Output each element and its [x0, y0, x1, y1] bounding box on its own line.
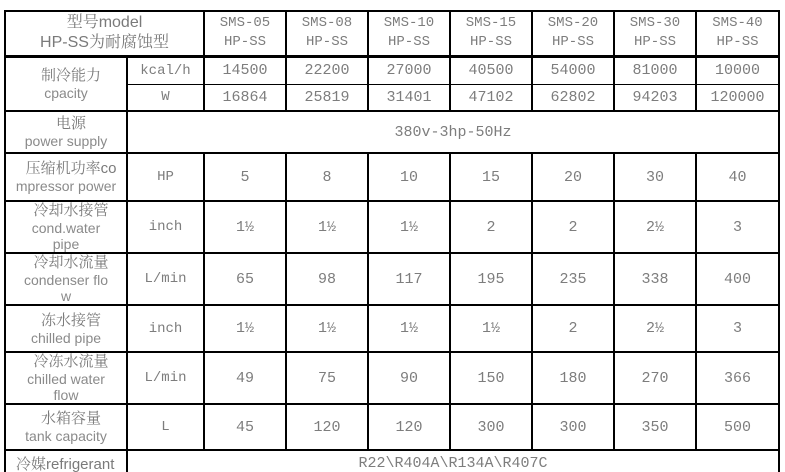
spec-value-cell: 400 — [696, 253, 779, 305]
row-label-power-supply: 电源 power supply — [5, 111, 127, 153]
spec-value-cell: 10000 — [696, 56, 779, 84]
spec-value-cell: 40500 — [450, 56, 532, 84]
spec-value-cell: 47102 — [450, 84, 532, 111]
unit-cell-lmin: L/min — [127, 253, 204, 305]
spec-value-cell: 15 — [450, 153, 532, 201]
spec-value-cell: 2 — [532, 305, 614, 352]
column-header-sms-08: SMS-08 HP-SS — [286, 11, 368, 56]
model-subtitle: HP-SS为耐腐蚀型 — [40, 34, 169, 52]
spec-value-cell: 1½ — [368, 201, 450, 253]
cond-water-pipe-row — [5, 201, 779, 253]
spec-value-cell: 1½ — [450, 305, 532, 352]
row-label-cond-water-pipe: 冷却水接管 cond.water pipe — [5, 201, 127, 253]
row-label-chilled-pipe: 冻水接管 chilled pipe — [5, 305, 127, 352]
column-header-sms-15: SMS-15 HP-SS — [450, 11, 532, 56]
refrigerant-value: R22\R404A\R134A\R407C — [127, 450, 779, 472]
power-supply-row — [5, 111, 779, 153]
spec-value-cell: 235 — [532, 253, 614, 305]
spec-value-cell: 94203 — [614, 84, 696, 111]
chilled-flow-row — [5, 352, 779, 404]
spec-value-cell: 300 — [532, 404, 614, 450]
spec-value-cell: 49 — [204, 352, 286, 404]
column-header-sms-20: SMS-20 HP-SS — [532, 11, 614, 56]
spec-value-cell: 1½ — [368, 305, 450, 352]
unit-cell-lmin: L/min — [127, 352, 204, 404]
chiller-spec-table — [4, 10, 780, 472]
spec-value-cell: 10 — [368, 153, 450, 201]
spec-value-cell: 120 — [286, 404, 368, 450]
unit-cell-hp: HP — [127, 153, 204, 201]
spec-value-cell: 500 — [696, 404, 779, 450]
chilled-pipe-row — [5, 305, 779, 352]
spec-value-cell: 117 — [368, 253, 450, 305]
spec-value-cell: 90 — [368, 352, 450, 404]
unit-cell-watt: W — [127, 84, 204, 111]
spec-value-cell: 25819 — [286, 84, 368, 111]
spec-value-cell: 1½ — [204, 201, 286, 253]
spec-value-cell: 1½ — [286, 201, 368, 253]
spec-value-cell: 22200 — [286, 56, 368, 84]
row-label-chilled-flow: 冷冻水流量 chilled water flow — [5, 352, 127, 404]
spec-value-cell: 3 — [696, 201, 779, 253]
spec-value-cell: 16864 — [204, 84, 286, 111]
spec-value-cell: 98 — [286, 253, 368, 305]
spec-value-cell: 62802 — [532, 84, 614, 111]
spec-value-cell: 75 — [286, 352, 368, 404]
spec-value-cell: 5 — [204, 153, 286, 201]
unit-cell-kcal: kcal/h — [127, 56, 204, 84]
spec-value-cell: 2½ — [614, 305, 696, 352]
spec-value-cell: 2 — [532, 201, 614, 253]
row-label-tank-capacity: 水箱容量 tank capacity — [5, 404, 127, 450]
unit-cell-inch: inch — [127, 305, 204, 352]
spec-value-cell: 20 — [532, 153, 614, 201]
spec-value-cell: 3 — [696, 305, 779, 352]
spec-value-cell: 30 — [614, 153, 696, 201]
column-header-sms-05: SMS-05 HP-SS — [204, 11, 286, 56]
spec-value-cell: 120 — [368, 404, 450, 450]
power-supply-value: 380v-3hp-50Hz — [127, 111, 779, 153]
column-header-sms-10: SMS-10 HP-SS — [368, 11, 450, 56]
spec-value-cell: 120000 — [696, 84, 779, 111]
condenser-flow-row — [5, 253, 779, 305]
spec-value-cell: 40 — [696, 153, 779, 201]
spec-value-cell: 350 — [614, 404, 696, 450]
spec-value-cell: 27000 — [368, 56, 450, 84]
spec-value-cell: 180 — [532, 352, 614, 404]
spec-value-cell: 8 — [286, 153, 368, 201]
spec-value-cell: 270 — [614, 352, 696, 404]
spec-value-cell: 150 — [450, 352, 532, 404]
column-header-sms-40: SMS-40 HP-SS — [696, 11, 779, 56]
model-title: 型号model — [66, 14, 143, 32]
tank-capacity-row — [5, 404, 779, 450]
compressor-power-row — [5, 153, 779, 201]
spec-value-cell: 31401 — [368, 84, 450, 111]
refrigerant-row — [5, 450, 779, 472]
spec-value-cell: 366 — [696, 352, 779, 404]
column-header-sms-30: SMS-30 HP-SS — [614, 11, 696, 56]
unit-cell-liter: L — [127, 404, 204, 450]
spec-value-cell: 2½ — [614, 201, 696, 253]
spec-value-cell: 54000 — [532, 56, 614, 84]
spec-value-cell: 2 — [450, 201, 532, 253]
spec-value-cell: 1½ — [286, 305, 368, 352]
spec-value-cell: 14500 — [204, 56, 286, 84]
spec-value-cell: 300 — [450, 404, 532, 450]
spec-value-cell: 65 — [204, 253, 286, 305]
spec-value-cell: 45 — [204, 404, 286, 450]
row-label-condenser-flow: 冷却水流量 condenser flo w — [5, 253, 127, 305]
spec-value-cell: 1½ — [204, 305, 286, 352]
row-label-refrigerant: 冷媒refrigerant — [5, 450, 127, 472]
spec-value-cell: 81000 — [614, 56, 696, 84]
row-label-compressor-power: 压缩机功率co mpressor power — [5, 153, 127, 201]
spec-value-cell: 338 — [614, 253, 696, 305]
unit-cell-inch: inch — [127, 201, 204, 253]
table-corner-header — [5, 11, 204, 56]
row-label-capacity: 制冷能力 cpacity — [5, 56, 127, 111]
capacity-kcal-row — [5, 56, 779, 84]
spec-value-cell: 195 — [450, 253, 532, 305]
header-row — [5, 11, 779, 56]
